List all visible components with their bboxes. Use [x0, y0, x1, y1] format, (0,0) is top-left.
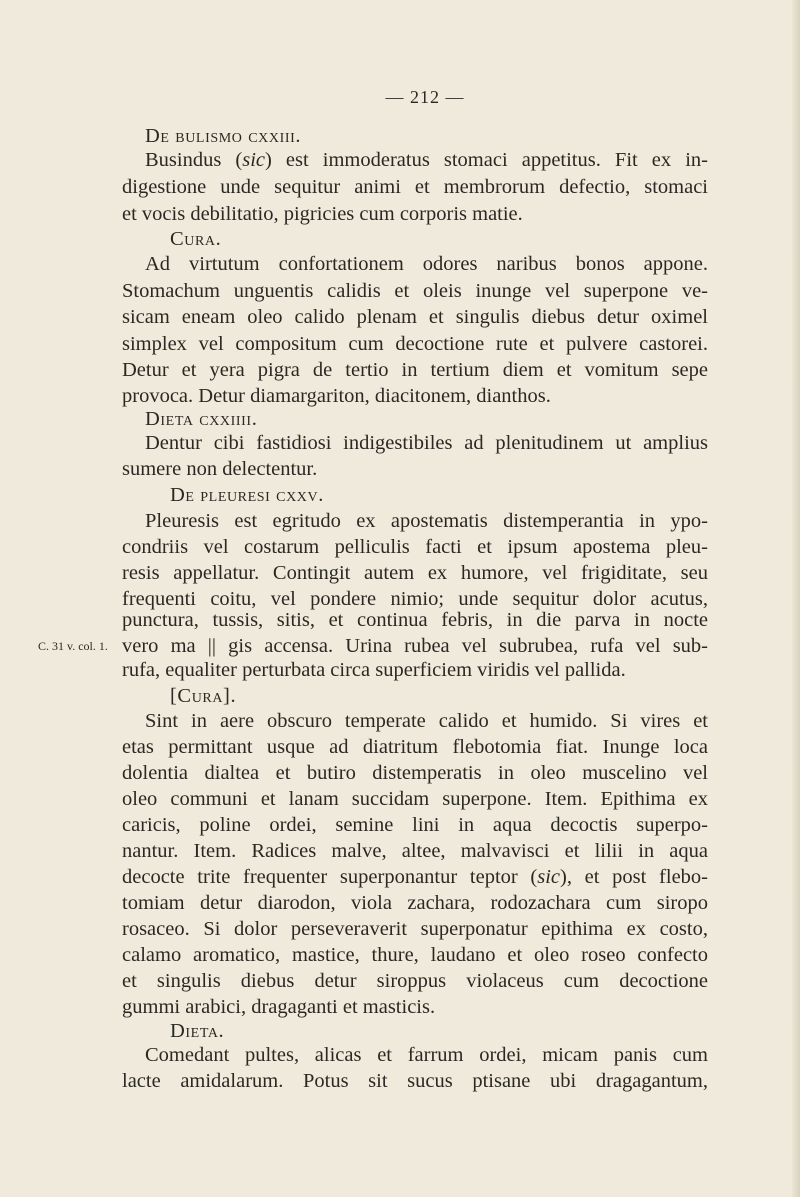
- text-line: sicam eneam oleo calido plenam et singulis diebus detur oximel: [122, 306, 708, 328]
- text-line: et singulis diebus detur siroppus violaceus cum decoctione: [122, 970, 708, 992]
- section-heading: De pleuresi cxxv.: [170, 484, 324, 506]
- text-line: digestione unde sequitur animi et membrorum defectio, stomaci: [122, 176, 708, 198]
- text-line: caricis, poline ordei, semine lini in aqua decoctis superpo-: [122, 814, 708, 836]
- margin-note: C. 31 v. col. 1.: [38, 639, 108, 653]
- text-line: punctura, tussis, sitis, et continua febris, in die parva in nocte: [122, 609, 708, 631]
- text-line: resis appellatur. Contingit autem ex humore, vel frigiditate, seu: [122, 562, 708, 584]
- text-line: Stomachum unguentis calidis et oleis inunge vel superpone ve-: [122, 280, 708, 302]
- text-line: condriis vel costarum pelliculis facti et ipsum apostema pleu-: [122, 536, 708, 558]
- text-line: simplex vel compositum cum decoctione rute et pulvere castorei.: [122, 333, 708, 355]
- text-line: dolentia dialtea et butiro distemperatis in oleo muscelino vel: [122, 762, 708, 784]
- text-line: provoca. Detur diamargariton, diacitonem, dianthos.: [122, 385, 551, 407]
- text-line: lacte amidalarum. Potus sit sucus ptisane ubi dragagantum,: [122, 1070, 708, 1092]
- text-line: Sint in aere obscuro temperate calido et humido. Si vires et: [145, 710, 708, 732]
- text-line: Comedant pultes, alicas et farrum ordei, micam panis cum: [145, 1044, 708, 1066]
- text-line: oleo communi et lanam succidam superpone. Item. Epithima ex: [122, 788, 708, 810]
- text-line: etas permittant usque ad diatritum flebotomia fiat. Inunge loca: [122, 736, 708, 758]
- page-number: — 212 —: [385, 87, 465, 107]
- text-line: rufa, equaliter perturbata circa superficiem viridis vel pallida.: [122, 659, 626, 681]
- text-line: frequenti coitu, vel pondere nimio; unde sequitur dolor acutus,: [122, 588, 708, 610]
- section-heading: Cura.: [170, 228, 222, 250]
- text-line: gummi arabici, dragaganti et masticis.: [122, 996, 436, 1018]
- text-line: Detur et yera pigra de tertio in tertium diem et vomitum sepe: [122, 359, 708, 381]
- text-line: Dentur cibi fastidiosi indigestibiles ad plenitudinem ut amplius: [145, 432, 708, 454]
- text-line: Busindus (sic) est immoderatus stomaci appetitus. Fit ex in-: [145, 149, 708, 171]
- text-line: vero ma || gis accensa. Urina rubea vel subrubea, rufa vel sub-: [122, 635, 708, 657]
- text-line: sumere non delectentur.: [122, 458, 318, 480]
- section-heading: Dieta cxxiiii.: [145, 408, 258, 430]
- text-line: Ad virtutum confortationem odores naribus bonos appone.: [145, 253, 708, 275]
- text-line: tomiam detur diarodon, viola zachara, rodozachara cum siropo: [122, 892, 708, 914]
- section-heading: De bulismo cxxiii.: [145, 125, 302, 147]
- text-line: rosaceo. Si dolor perseveraverit superponatur epithima ex costo,: [122, 918, 708, 940]
- text-line: calamo aromatico, mastice, thure, laudano et oleo roseo confecto: [122, 944, 708, 966]
- section-heading: [Cura].: [170, 685, 237, 707]
- text-line: et vocis debilitatio, pigricies cum corporis matie.: [122, 203, 523, 225]
- section-heading: Dieta.: [170, 1020, 225, 1042]
- text-line: decocte trite frequenter superponantur teptor (sic), et post flebo-: [122, 866, 708, 888]
- text-line: nantur. Item. Radices malve, altee, malvavisci et lilii in aqua: [122, 840, 708, 862]
- text-line: Pleuresis est egritudo ex apostematis distemperantia in ypo-: [145, 510, 708, 532]
- page-edge: [792, 0, 800, 1197]
